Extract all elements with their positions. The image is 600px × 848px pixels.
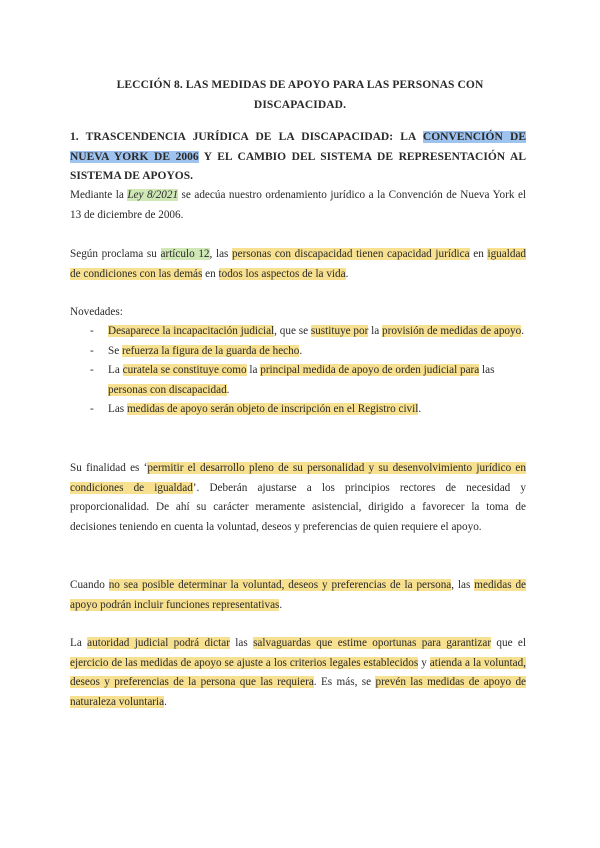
text: en xyxy=(202,267,219,280)
text: la xyxy=(368,325,383,337)
highlight: Desaparece la incapacitación judicial xyxy=(108,325,275,337)
highlight: salvaguardas que estime oportunas para garantizar xyxy=(253,637,492,649)
list-item xyxy=(70,322,526,342)
text: Se xyxy=(108,344,122,357)
dash: - xyxy=(90,403,94,415)
text: . xyxy=(521,325,525,337)
text: La xyxy=(70,637,88,649)
text: ’. Deberán ajustarse a los principios rectores de necesidad y proporcionalidad. De ahí su carácter meramente asistencial, dirigido a favorecer la toma de decisiones teniendo en cuenta la voluntad, deseos y preferencias de quien requiere el apoyo. xyxy=(70,481,526,533)
dash: - xyxy=(90,364,94,376)
novedades-label: Novedades: xyxy=(70,306,123,318)
text: , las xyxy=(209,248,233,260)
section-heading-part1: 1. TRASCENDENCIA JURÍDICA DE LA DISCAPACIDAD: LA xyxy=(70,131,423,143)
text: , las xyxy=(451,579,475,591)
dash: - xyxy=(90,325,94,337)
paragraph-autoridad xyxy=(70,634,526,712)
list-item xyxy=(70,361,526,400)
text: La xyxy=(108,364,123,376)
highlight: atienda a la voluntad, deseos y preferencias de la persona que las requiera xyxy=(70,656,526,688)
highlight: permitir el desarrollo pleno de su personalidad y su desenvolvimiento jurídico en condiciones de igualdad xyxy=(70,462,526,494)
highlight: sustituye por xyxy=(310,325,369,337)
novedades-list xyxy=(70,322,526,420)
text: , que se xyxy=(274,325,311,337)
highlight: autoridad judicial podrá dictar xyxy=(87,637,230,649)
text: . xyxy=(345,267,349,280)
highlight: igualdad de condiciones con las demás xyxy=(70,248,527,280)
highlight: provisión de medidas de apoyo xyxy=(382,325,522,337)
section-heading-part3: Y EL CAMBIO DEL SISTEMA DE REPRESENTACIÓN AL SISTEMA DE APOYOS. xyxy=(70,150,527,182)
list-item xyxy=(70,400,526,420)
highlight: prevén las medidas de apoyo de naturaleza voluntaria xyxy=(70,676,526,708)
text: se adecúa nuestro ordenamiento jurídico a la Convención de Nueva York el 13 de diciembre de 2006. xyxy=(70,189,527,221)
highlight: medidas de apoyo podrán incluir funciones representativas xyxy=(70,579,527,611)
highlight-article: artículo 12 xyxy=(160,248,210,260)
lesson-title: LECCIÓN 8. LAS MEDIDAS DE APOYO PARA LAS PERSONAS CON DISCAPACIDAD. xyxy=(116,79,484,111)
text: Según proclama su xyxy=(70,248,161,260)
paragraph-law xyxy=(70,186,526,225)
text: que el xyxy=(491,637,526,649)
text: en xyxy=(469,248,488,260)
list-item xyxy=(70,342,526,362)
paragraph-cuando xyxy=(70,576,526,615)
highlight-law: Ley 8/2021 xyxy=(127,189,179,201)
paragraph-article xyxy=(70,245,526,284)
text: . Es más, se xyxy=(313,676,376,688)
highlight: ejercicio de las medidas de apoyo se ajuste a los criterios legales establecidos xyxy=(70,656,419,669)
highlight: principal medida de apoyo de orden judicial para xyxy=(260,364,480,376)
text: y xyxy=(418,656,430,669)
highlight: todos los aspectos de la vida xyxy=(218,267,346,280)
text: la xyxy=(246,364,261,376)
text: las xyxy=(479,364,495,376)
text: Mediante la xyxy=(70,189,128,201)
highlight: personas con discapacidad xyxy=(108,383,227,396)
section-heading xyxy=(70,128,526,187)
text: . xyxy=(279,598,283,611)
paragraph-finalidad xyxy=(70,459,526,537)
highlight-convention: CONVENCIÓN DE NUEVA YORK DE 2006 xyxy=(70,131,526,163)
text: las xyxy=(229,637,254,649)
highlight: refuerza la figura de la guarda de hecho xyxy=(121,344,300,357)
highlight: personas con discapacidad tienen capacidad jurídica xyxy=(232,248,470,260)
text: . xyxy=(418,403,422,415)
text: Las xyxy=(108,403,127,415)
text: . xyxy=(164,695,167,708)
text: . xyxy=(226,383,230,396)
dash: - xyxy=(90,344,94,357)
text: . xyxy=(299,344,303,357)
text: Su finalidad es ‘ xyxy=(70,462,148,474)
highlight: no sea posible determinar la voluntad, deseos y preferencias de la persona xyxy=(108,579,452,591)
highlight: medidas de apoyo serán objeto de inscripción en el Registro civil xyxy=(126,403,419,415)
text: Cuando xyxy=(70,579,109,591)
highlight: curatela se constituye como xyxy=(122,364,247,376)
